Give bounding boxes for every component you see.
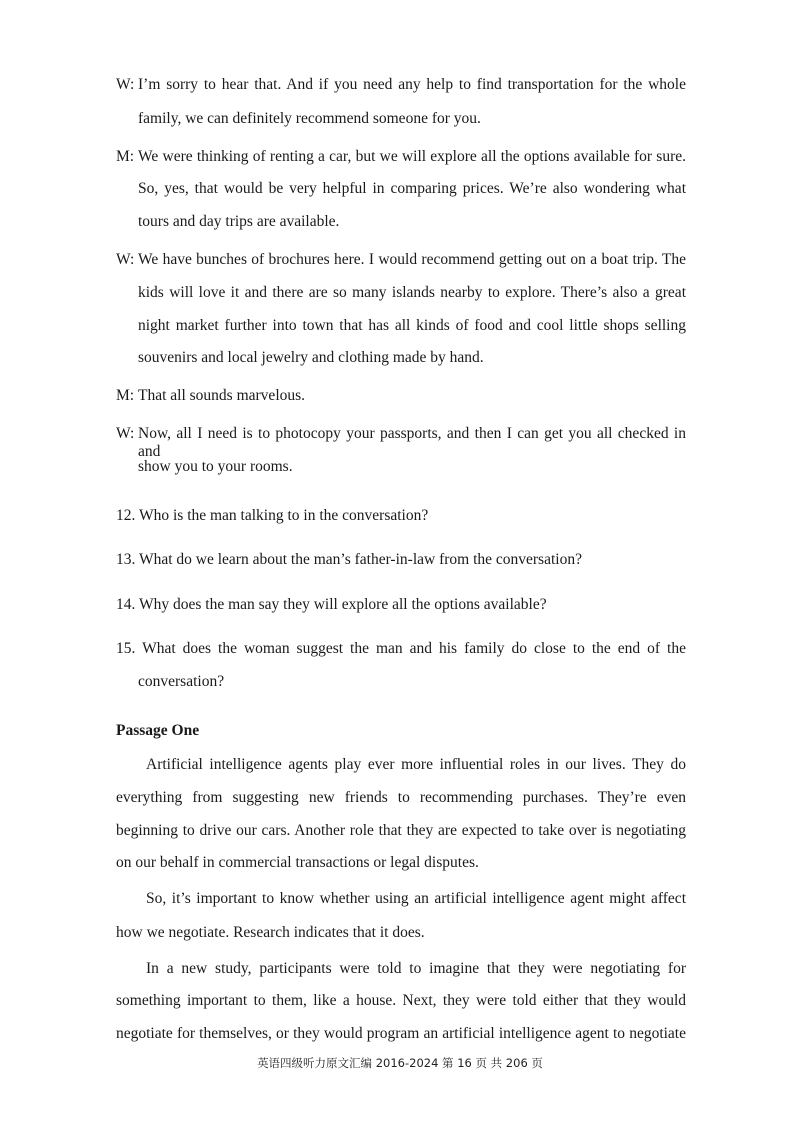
dialogue-line: I’m sorry to hear that. And if you need any help to find transportation for the whole bbox=[138, 76, 686, 93]
dialogue-line: show you to your rooms. bbox=[138, 458, 293, 475]
dialogue-line: Now, all I need is to photocopy your passports, and then I can get you all checked in and bbox=[138, 425, 686, 460]
question-15: 15. What does the woman suggest the man and his family do close to the end of the bbox=[116, 640, 686, 657]
question-15-continued: conversation? bbox=[138, 673, 225, 690]
dialogue-line: night market further into town that has all kinds of food and cool little shops selling bbox=[138, 317, 686, 334]
dialogue-line: We have bunches of brochures here. I would recommend getting out on a boat trip. The bbox=[138, 251, 686, 268]
dialogue-line: souvenirs and local jewelry and clothing made by hand. bbox=[138, 349, 484, 366]
paragraph-line: beginning to drive our cars. Another role that they are expected to take over is negotiating bbox=[116, 822, 686, 839]
dialogue-line: So, yes, that would be very helpful in comparing prices. We’re also wondering what bbox=[138, 180, 686, 197]
question-14: 14. Why does the man say they will explore all the options available? bbox=[116, 596, 547, 613]
dialogue-line: We were thinking of renting a car, but we will explore all the options available for sure. bbox=[138, 148, 686, 165]
paragraph-line: on our behalf in commercial transactions or legal disputes. bbox=[116, 854, 479, 871]
paragraph-line: In a new study, participants were told to imagine that they were negotiating for bbox=[146, 960, 686, 977]
question-13: 13. What do we learn about the man’s father-in-law from the conversation? bbox=[116, 551, 582, 568]
speaker-label: M: bbox=[116, 148, 135, 165]
paragraph-line: Artificial intelligence agents play ever more influential roles in our lives. They do bbox=[146, 756, 686, 773]
dialogue-line: That all sounds marvelous. bbox=[138, 387, 306, 404]
passage-heading: Passage One bbox=[116, 722, 200, 739]
question-12: 12. Who is the man talking to in the conversation? bbox=[116, 507, 429, 524]
speaker-label: W: bbox=[116, 251, 135, 268]
paragraph-line: how we negotiate. Research indicates that it does. bbox=[116, 924, 425, 941]
paragraph-line: negotiate for themselves, or they would program an artificial intelligence agent to negotiate bbox=[116, 1025, 686, 1042]
page-footer: 英语四级听力原文汇编 2016-2024 第 16 页 共 206 页 bbox=[257, 1056, 543, 1070]
dialogue-line: family, we can definitely recommend someone for you. bbox=[138, 110, 481, 127]
dialogue-line: tours and day trips are available. bbox=[138, 213, 340, 230]
speaker-label: W: bbox=[116, 425, 135, 442]
speaker-label: M: bbox=[116, 387, 135, 404]
speaker-label: W: bbox=[116, 76, 135, 93]
paragraph-line: So, it’s important to know whether using an artificial intelligence agent might affect bbox=[146, 890, 686, 907]
paragraph-line: everything from suggesting new friends to recommending purchases. They’re even bbox=[116, 789, 686, 806]
dialogue-line: kids will love it and there are so many islands nearby to explore. There’s also a great bbox=[138, 284, 686, 301]
paragraph-line: something important to them, like a house. Next, they were told either that they would bbox=[116, 992, 686, 1009]
